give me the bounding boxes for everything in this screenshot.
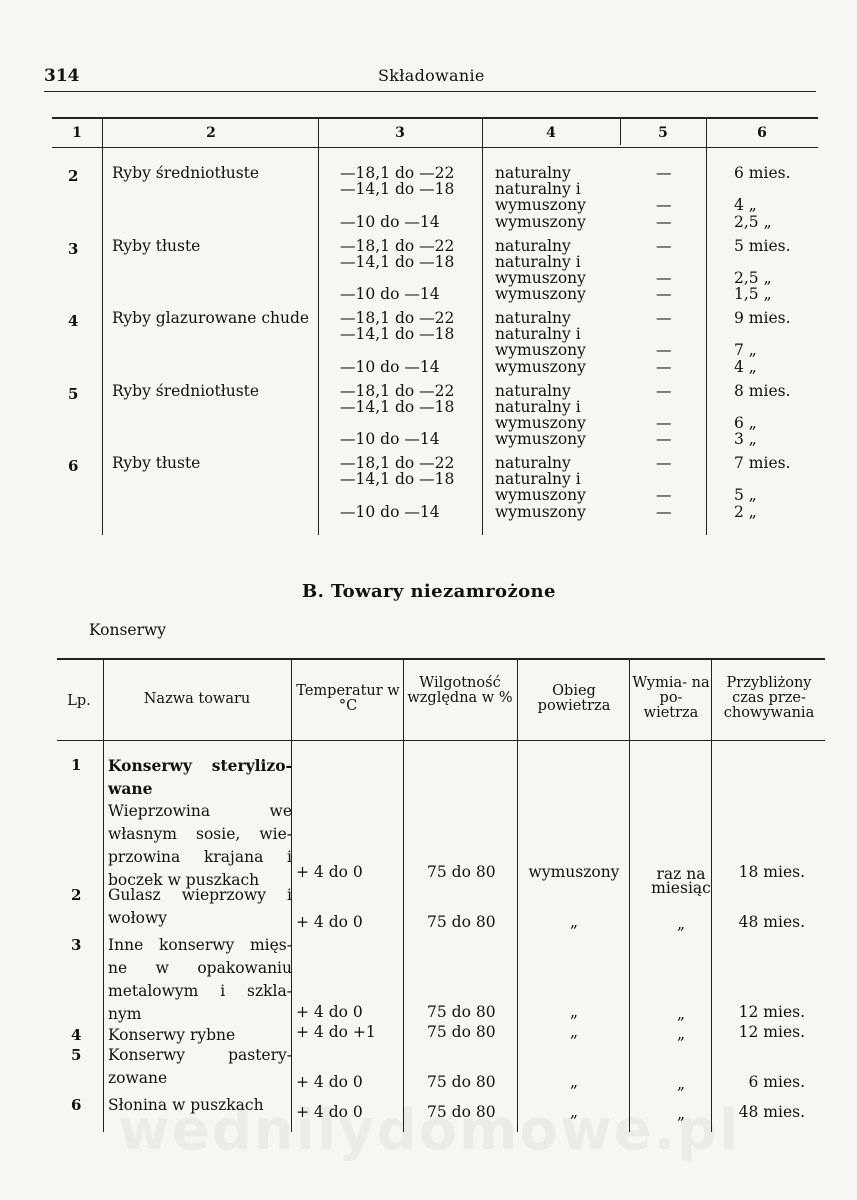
column-number-header xyxy=(52,117,818,148)
col-2-label: 2 xyxy=(206,125,216,141)
storage-time: 3 „ xyxy=(734,430,757,449)
temperature-range: —18,1 do —22 xyxy=(340,236,455,255)
air-circulation: naturalny i xyxy=(495,470,581,489)
air-circulation: „ xyxy=(569,1073,579,1091)
temperature-range: —14,1 do —18 xyxy=(340,252,455,271)
air-exchange: „ xyxy=(676,1005,686,1023)
air-circulation: naturalny xyxy=(495,164,571,182)
product-name: Ryby glazurowane chude xyxy=(112,309,310,327)
air-circulation: naturalny xyxy=(495,454,571,472)
row-number: 5 xyxy=(68,384,79,403)
air-circulation: wymuszony xyxy=(495,502,586,521)
header-rule xyxy=(44,91,816,92)
air-circulation: wymuszony xyxy=(495,285,586,304)
section-title: B. Towary niezamrożone xyxy=(302,581,556,602)
row-number: 6 xyxy=(71,1096,82,1114)
storage-time: 2 „ xyxy=(734,502,757,521)
air-exchange: — xyxy=(656,357,672,376)
temperature-range: + 4 do +1 xyxy=(296,1023,376,1041)
air-circulation: wymuszony xyxy=(495,486,586,505)
temperature-range: —10 do —14 xyxy=(340,212,440,231)
product-name xyxy=(108,1044,292,1090)
temperature-range: + 4 do 0 xyxy=(296,1103,363,1121)
air-exchange: — xyxy=(656,164,672,182)
air-exchange: — xyxy=(656,486,672,505)
air-exchange: „ xyxy=(676,1025,686,1043)
frozen-fish-table-body xyxy=(52,161,818,524)
air-exchange: „ xyxy=(676,915,686,933)
relative-humidity: 75 do 80 xyxy=(427,1073,496,1091)
temperature-range: —18,1 do —22 xyxy=(340,164,455,182)
air-exchange: — xyxy=(656,341,672,360)
air-circulation: „ xyxy=(569,913,579,931)
air-circulation: naturalny xyxy=(495,309,571,327)
product-name: Ryby tłuste xyxy=(112,454,201,472)
storage-time: 48 mies. xyxy=(738,913,805,931)
storage-time: 1,5 „ xyxy=(734,285,772,304)
product-name: Ryby średniotłuste xyxy=(112,164,260,182)
temperature-range: —10 do —14 xyxy=(340,502,440,521)
product-name xyxy=(108,754,292,892)
col-1-label: 1 xyxy=(72,125,82,141)
col-6-label: 6 xyxy=(757,125,767,141)
table-header xyxy=(57,658,825,741)
row-number: 2 xyxy=(68,167,79,185)
storage-time: 7 mies. xyxy=(734,454,791,472)
air-circulation: wymuszony xyxy=(495,413,586,432)
product-name xyxy=(108,934,292,1026)
table-row xyxy=(57,884,825,934)
table-row xyxy=(57,934,825,1024)
product-description: Słonina w puszkach xyxy=(108,1096,264,1114)
storage-time: 9 mies. xyxy=(734,309,791,327)
row-number: 4 xyxy=(71,1026,82,1044)
air-circulation: „ xyxy=(569,1003,579,1021)
row-number: 3 xyxy=(68,239,79,258)
temperature-range: —14,1 do —18 xyxy=(340,397,455,416)
header-air-exchange: Wymia- na po- wietrza xyxy=(632,675,710,721)
air-exchange: — xyxy=(656,236,672,255)
temperature-range: —10 do —14 xyxy=(340,285,440,304)
temperature-range: + 4 do 0 xyxy=(296,913,363,931)
air-circulation: „ xyxy=(569,1023,579,1041)
table-row-group xyxy=(52,161,818,234)
storage-time: 7 „ xyxy=(734,341,757,360)
air-circulation: wymuszony xyxy=(495,212,586,231)
product-category: Konserwy sterylizo- wane xyxy=(108,756,292,798)
air-circulation: wymuszony xyxy=(495,341,586,360)
header-humidity: Wilgotność względna w % xyxy=(407,675,513,706)
air-exchange: — xyxy=(656,381,672,400)
storage-time: 8 mies. xyxy=(734,381,791,400)
storage-time: 6 „ xyxy=(734,413,757,432)
row-number: 1 xyxy=(71,756,82,774)
storage-time: 6 mies. xyxy=(734,164,791,182)
product-description: Konserwy rybne xyxy=(108,1026,236,1044)
air-exchange: „ xyxy=(676,1105,686,1123)
storage-time: 2,5 „ xyxy=(734,212,772,231)
product-description: Inne konserwy mięs- ne w opakowaniu metalowym i szkla- nym xyxy=(108,936,292,1023)
product-description: Gulasz wieprzowy i wołowy xyxy=(108,886,292,927)
table-row xyxy=(57,1024,825,1044)
temperature-range: —14,1 do —18 xyxy=(340,470,455,489)
temperature-range: —18,1 do —22 xyxy=(340,454,455,472)
air-circulation: wymuszony xyxy=(495,196,586,215)
temperature-range: —14,1 do —18 xyxy=(340,180,455,199)
row-number: 4 xyxy=(68,312,79,330)
air-exchange: — xyxy=(656,454,672,472)
col-4-label: 4 xyxy=(546,125,556,141)
air-exchange: — xyxy=(656,430,672,449)
storage-time: 2,5 „ xyxy=(734,268,772,287)
col-5-label: 5 xyxy=(658,125,668,141)
temperature-range: —10 do —14 xyxy=(340,430,440,449)
storage-time: 5 „ xyxy=(734,486,757,505)
header-storage-time: Przybliżony czas prze- chowywania xyxy=(723,675,815,721)
table-row xyxy=(57,754,825,897)
relative-humidity: 75 do 80 xyxy=(427,1003,496,1021)
storage-time: 18 mies. xyxy=(738,863,805,881)
table-row-group xyxy=(52,379,818,452)
air-exchange: — xyxy=(656,502,672,521)
section-subtitle: Konserwy xyxy=(89,621,167,639)
storage-time: 12 mies. xyxy=(738,1023,805,1041)
air-circulation: wymuszony xyxy=(495,430,586,449)
product-name xyxy=(108,884,292,930)
storage-time: 12 mies. xyxy=(738,1003,805,1021)
air-circulation: naturalny xyxy=(495,381,571,400)
air-exchange: raz na miesiąc xyxy=(651,865,711,897)
table-row-group xyxy=(52,306,818,379)
air-exchange: — xyxy=(656,212,672,231)
relative-humidity: 75 do 80 xyxy=(427,1103,496,1121)
column-divider xyxy=(620,119,621,145)
air-circulation: wymuszony xyxy=(495,357,586,376)
storage-time: 4 „ xyxy=(734,357,757,376)
air-circulation: „ xyxy=(569,1103,579,1121)
storage-time: 4 „ xyxy=(734,196,757,215)
table-row-group xyxy=(52,451,818,524)
storage-time: 48 mies. xyxy=(738,1103,805,1121)
watermark xyxy=(118,1098,740,1163)
row-number: 6 xyxy=(68,457,79,475)
page-number: 314 xyxy=(44,66,80,86)
temperature-range: + 4 do 0 xyxy=(296,1073,363,1091)
storage-time: 6 mies. xyxy=(748,1073,805,1091)
air-exchange: — xyxy=(656,268,672,287)
temperature-range: —18,1 do —22 xyxy=(340,381,455,400)
air-circulation: naturalny xyxy=(495,236,571,255)
temperature-range: + 4 do 0 xyxy=(296,1003,363,1021)
header-lp: Lp. xyxy=(67,693,91,709)
product-description: Wieprzowina we własnym sosie, wie- przowina krajana i boczek w puszkach xyxy=(108,802,292,889)
row-number: 3 xyxy=(71,936,82,954)
product-name: Ryby średniotłuste xyxy=(112,381,260,400)
air-exchange: „ xyxy=(676,1075,686,1093)
table-row xyxy=(57,1044,825,1094)
temperature-range: —14,1 do —18 xyxy=(340,325,455,344)
air-circulation: naturalny i xyxy=(495,325,581,344)
air-exchange: — xyxy=(656,196,672,215)
row-number: 2 xyxy=(71,886,82,904)
air-circulation: naturalny i xyxy=(495,180,581,199)
air-circulation: naturalny i xyxy=(495,397,581,416)
col-3-label: 3 xyxy=(395,125,405,141)
relative-humidity: 75 do 80 xyxy=(427,913,496,931)
row-number: 5 xyxy=(71,1046,82,1064)
header-air-circulation: Obieg powietrza xyxy=(537,683,611,714)
header-name: Nazwa towaru xyxy=(143,691,251,707)
temperature-range: —18,1 do —22 xyxy=(340,309,455,327)
air-exchange: — xyxy=(656,309,672,327)
air-circulation: naturalny i xyxy=(495,252,581,271)
temperature-range: + 4 do 0 xyxy=(296,863,363,881)
air-exchange: — xyxy=(656,285,672,304)
storage-time: 5 mies. xyxy=(734,236,791,255)
product-description: Konserwy pastery- zowane xyxy=(108,1046,292,1087)
temperature-range: —10 do —14 xyxy=(340,357,440,376)
header-temp: Temperatur w °C xyxy=(296,683,400,714)
product-name: Ryby tłuste xyxy=(112,236,201,255)
relative-humidity: 75 do 80 xyxy=(427,863,496,881)
air-circulation: wymuszony xyxy=(528,863,620,881)
running-title: Składowanie xyxy=(378,66,485,85)
air-circulation: wymuszony xyxy=(495,268,586,287)
air-exchange: — xyxy=(656,413,672,432)
relative-humidity: 75 do 80 xyxy=(427,1023,496,1041)
table-row-group xyxy=(52,234,818,307)
